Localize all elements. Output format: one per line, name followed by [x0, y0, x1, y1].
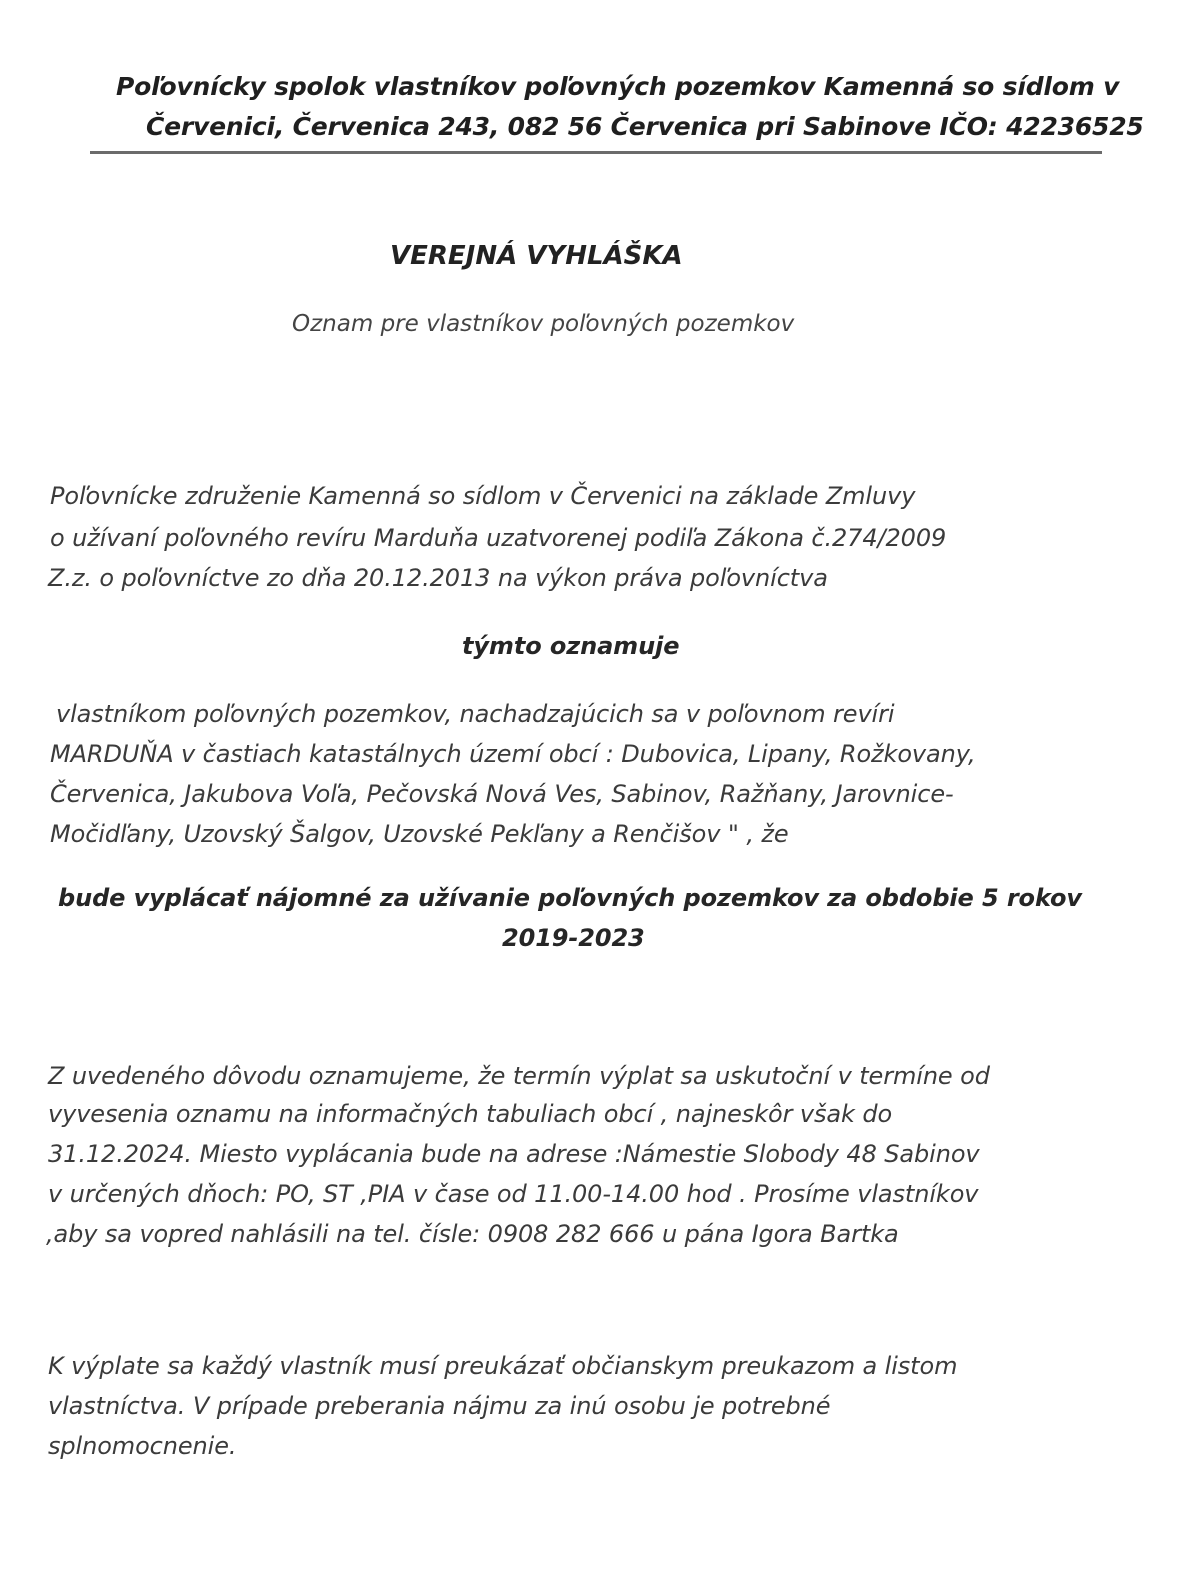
- intro-line: Poľovnícke združenie Kamenná so sídlom v Červenici na základe Zmluvy: [50, 482, 916, 510]
- owners-line: vlastníkom poľovných pozemkov, nachadzajúcich sa v poľovnom revíri: [56, 700, 895, 728]
- payment-line: bude vyplácať nájomné za užívanie poľovných pozemkov za obdobie 5 rokov: [58, 884, 1082, 912]
- owners-line: Močidľany, Uzovský Šalgov, Uzovské Pekľany a Renčišov " , že: [50, 820, 789, 848]
- letterhead-line-2: Červenici, Červenica 243, 082 56 Červenica pri Sabinove IČO: 42236525: [146, 112, 1144, 141]
- payment-period: 2019-2023: [502, 924, 645, 952]
- letterhead-line-1: Poľovnícky spolok vlastníkov poľovných pozemkov Kamenná so sídlom v: [116, 72, 1120, 101]
- document-subtitle: Oznam pre vlastníkov poľovných pozemkov: [292, 311, 795, 337]
- owners-line: MARDUŇA v častiach katastálnych území obcí : Dubovica, Lipany, Rožkovany,: [50, 740, 976, 768]
- details-line: 31.12.2024. Miesto vyplácania bude na adrese :Námestie Slobody 48 Sabinov: [48, 1140, 980, 1168]
- closing-line: vlastníctva. V prípade preberania nájmu za inú osobu je potrebné: [48, 1392, 831, 1420]
- details-line: v určených dňoch: PO, ST ,PIA v čase od 11.00-14.00 hod . Prosíme vlastníkov: [48, 1180, 979, 1208]
- owners-line: Červenica, Jakubova Voľa, Pečovská Nová Ves, Sabinov, Ražňany, Jarovnice-: [50, 780, 954, 808]
- letterhead-divider: [90, 151, 1102, 154]
- details-line: vyvesenia oznamu na informačných tabuliach obcí , najneskôr však do: [48, 1100, 893, 1128]
- document-title: VEREJNÁ VYHLÁŠKA: [390, 241, 683, 271]
- announce-heading: týmto oznamuje: [462, 632, 680, 660]
- details-line: Z uvedeného dôvodu oznamujeme, že termín výplat sa uskutoční v termíne od: [48, 1062, 990, 1090]
- closing-line: K výplate sa každý vlastník musí preukázať občianskym preukazom a listom: [48, 1352, 958, 1380]
- details-line: ,aby sa vopred nahlásili na tel. čísle: 0908 282 666 u pána Igora Bartka: [46, 1220, 899, 1248]
- intro-line: Z.z. o poľovníctve zo dňa 20.12.2013 na výkon práva poľovníctva: [48, 564, 828, 592]
- intro-line: o užívaní poľovného revíru Marduňa uzatvorenej podiľa Zákona č.274/2009: [50, 524, 947, 552]
- closing-line: splnomocnenie.: [48, 1432, 237, 1460]
